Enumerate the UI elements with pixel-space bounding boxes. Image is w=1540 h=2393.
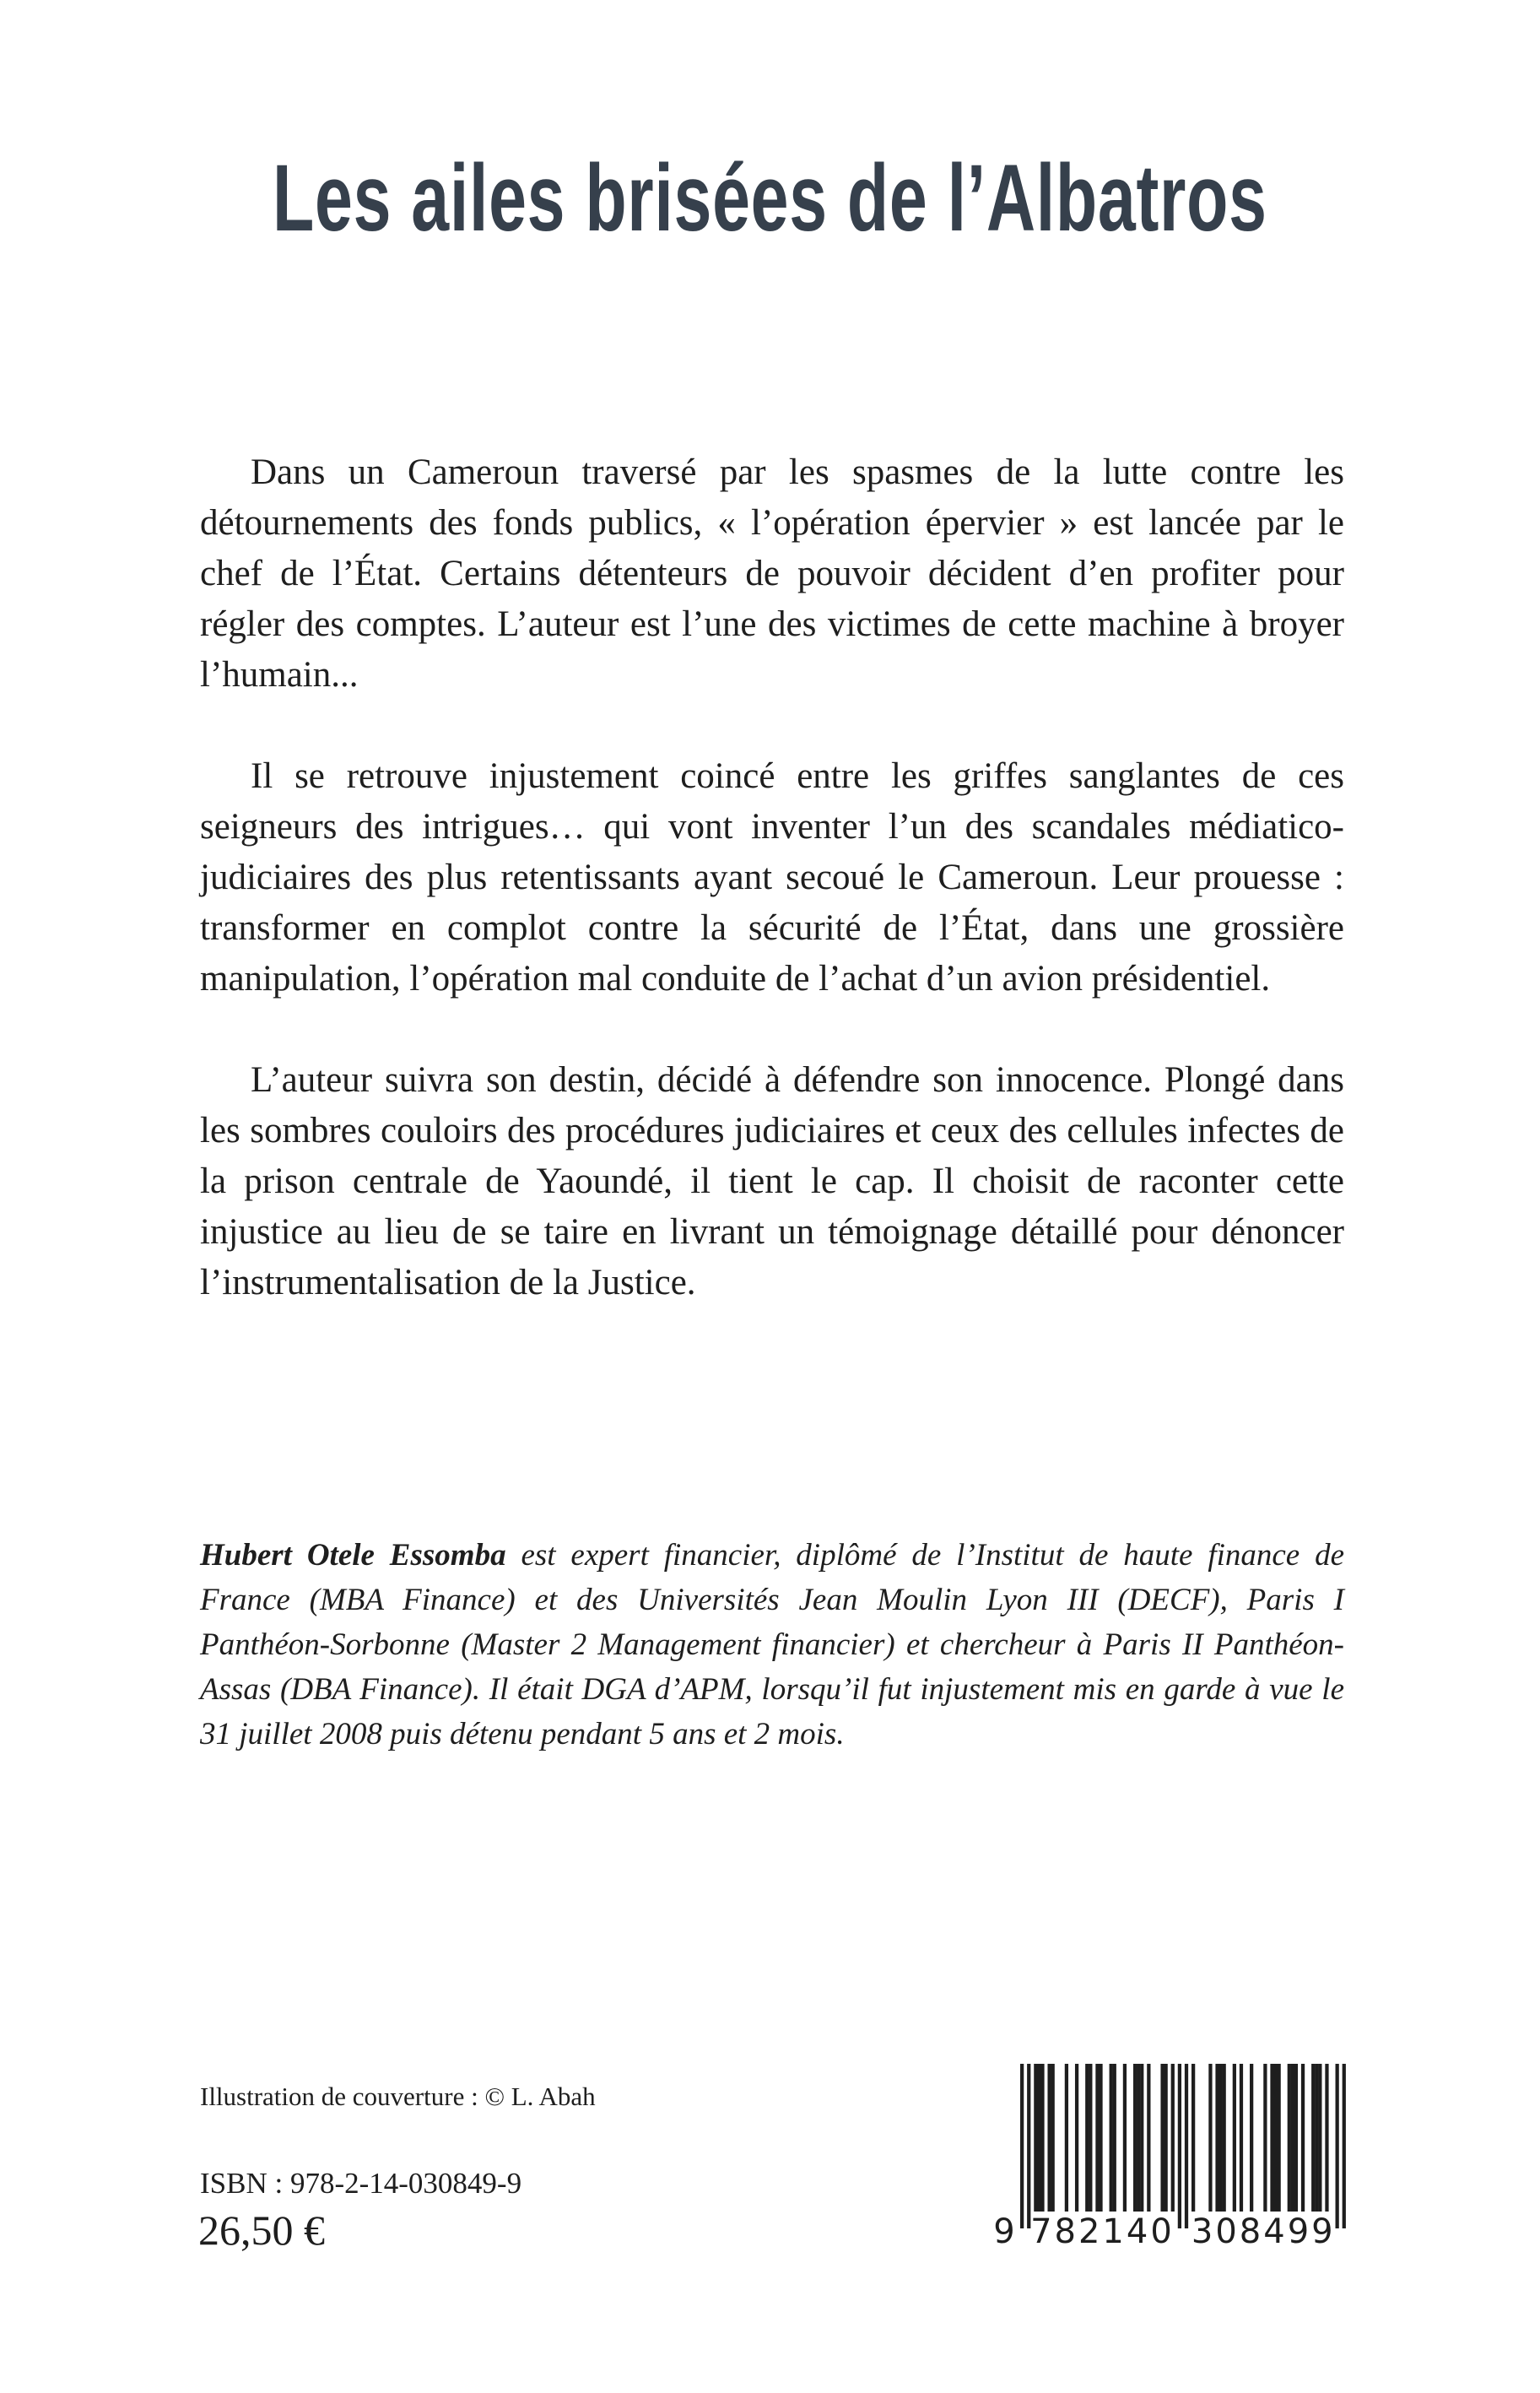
price: 26,50 €	[198, 2206, 325, 2254]
author-name: Hubert Otele Essomba	[200, 1538, 506, 1573]
svg-text:308499: 308499	[1191, 2212, 1336, 2251]
book-title: Les ailes brisées de l’Albatros	[273, 145, 1267, 251]
barcode-icon	[987, 2064, 1350, 2254]
isbn: ISBN : 978-2-14-030849-9	[200, 2167, 522, 2200]
summary	[200, 447, 1344, 1308]
author-bio	[200, 1533, 1344, 1757]
illustration-credit: Illustration de couverture : © L. Abah	[200, 2082, 596, 2111]
svg-text:782140: 782140	[1030, 2212, 1175, 2251]
svg-text:9: 9	[993, 2212, 1015, 2251]
summary-paragraph-3: L’auteur suivra son destin, décidé à défendre son innocence. Plongé dans les sombres couloirs des procédures judiciaires et ceux des cellules infectes de la prison centrale de Yaoundé, il tient le cap. Il choisit de raconter cette injustice au lieu de se taire en livrant un témoignage détaillé pour dénoncer l’instrumentalisation de la Justice.	[200, 1060, 1344, 1302]
ean13-barcode	[987, 2064, 1350, 2254]
summary-paragraph-1: Dans un Cameroun traversé par les spasmes de la lutte contre les détournements des fonds publics, « l’opération épervier » est lancée par le chef de l’État. Certains détenteurs de pouvoir décident d’en profiter pour régler des comptes. L’auteur est l’une des victimes de cette machine à broyer l’humain...	[200, 452, 1344, 695]
author-bio-text: est expert financier, diplômé de l’Institut de haute finance de France (MBA Finance) et des Universités Jean Moulin Lyon III (DECF), Paris I Panthéon-Sorbonne (Master 2 Management financier) et chercheur à Paris II Panthéon-Assas (DBA Finance). Il était DGA d’APM, lorsqu’il fut injustement mis en garde à vue le 31 juillet 2008 puis détenu pendant 5 ans et 2 mois.	[200, 1538, 1345, 1751]
summary-paragraph-2: Il se retrouve injustement coincé entre les griffes sanglantes de ces seigneurs des intrigues… qui vont inventer l’un des scandales médiatico-judiciaires des plus retentissants ayant secoué le Cameroun. Leur prouesse : transformer en complot contre la sécurité de l’État, dans une grossière manipulation, l’opération mal conduite de l’achat d’un avion présidentiel.	[200, 756, 1344, 999]
